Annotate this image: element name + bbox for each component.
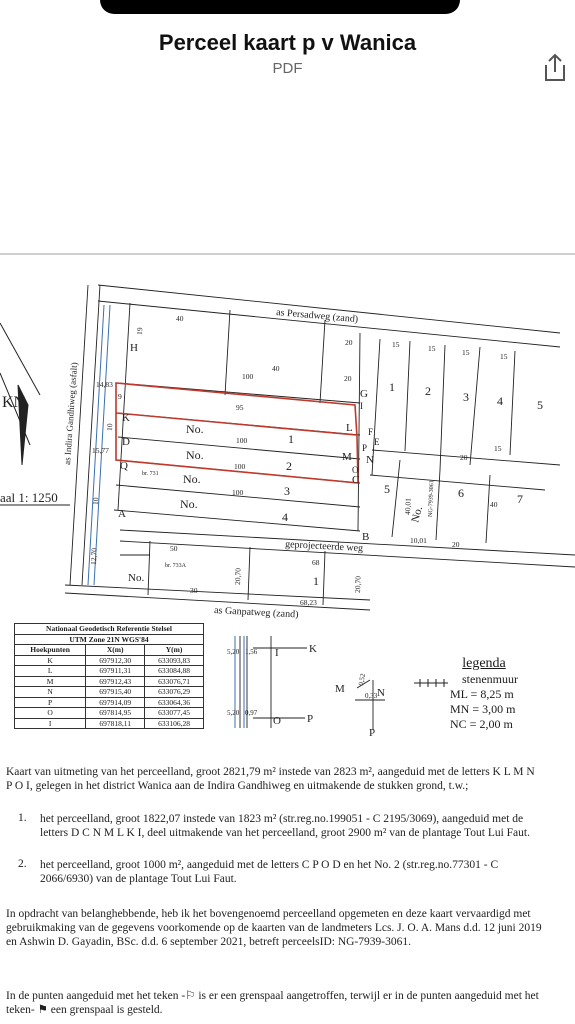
table-caption-2: UTM Zone 21N WGS'84: [15, 634, 204, 645]
lot-number-4: 4: [282, 510, 288, 524]
dim-100-d: 100: [232, 488, 244, 497]
document-title: Perceel kaart p v Wanica: [158, 30, 417, 55]
legend-mn: MN = 3,00 m: [450, 702, 516, 716]
dim-68-23: 68,23: [300, 598, 317, 607]
viewer-header: [0, 14, 575, 84]
dim-50: 50: [170, 544, 178, 553]
list-number-1: 1.: [18, 812, 27, 824]
north-label: KN: [2, 394, 26, 411]
road-top-label: as Persadweg (zand): [275, 307, 359, 326]
dim-10-b: 10: [105, 423, 115, 432]
right-lot-2: 2: [425, 384, 431, 398]
dim-15-d: 15: [500, 352, 508, 361]
list-item-1: het perceelland, groot 1822,07 instede van 1823 m² (str.reg.no.199051 - C 2195/3069), aangeduid met de letters D C N M L K I, deel uitmakende van het perceelland, groot 2900 m² van de plantage Tout Lui Faut.: [40, 813, 530, 839]
table-row: [15, 708, 204, 719]
mini-letter-K: K: [309, 643, 317, 655]
paragraph-1: Kaart van uitmeting van het perceelland, groot 2821,79 m² instede van 2823 m², aangeduid met de letters K L M N P O I, gelegen in het district Wanica aan de Indira Gandhiweg en uitmakende de stukken grond, t.w.;: [6, 766, 535, 792]
table-header: Hoekpunten: [15, 645, 86, 656]
point-O: O: [352, 465, 359, 475]
table-cell: 633076,71: [145, 676, 204, 687]
right-lot-4: 4: [497, 394, 503, 408]
table-cell: O: [15, 708, 86, 719]
dim-15-c: 15: [462, 348, 470, 357]
point-D: D: [122, 436, 130, 448]
lot-label-4: No.: [180, 497, 198, 511]
dim-20-70-a: 20,70: [233, 567, 243, 586]
mini-dim-3: 5,20: [227, 709, 240, 717]
table-cell: M: [15, 676, 86, 687]
table-cell: 697914,09: [86, 697, 145, 708]
dim-40-c: 40: [490, 500, 498, 509]
dim-9: 9: [118, 392, 122, 401]
lot-number-2: 2: [286, 459, 292, 473]
table-header: X(m): [86, 645, 145, 656]
mini-letter-P2: P: [369, 727, 376, 739]
table-cell: 633077,45: [145, 708, 204, 719]
point-K: K: [122, 412, 130, 424]
document-type: PDF: [272, 60, 303, 77]
mini-letter-N: N: [377, 687, 385, 699]
right-lot-3: 3: [463, 390, 469, 404]
point-P: P: [362, 443, 368, 453]
share-button[interactable]: [540, 52, 570, 84]
point-C: C: [352, 474, 360, 486]
right-lot-1: 1: [389, 380, 395, 394]
dim-15-a: 15: [392, 340, 400, 349]
right-lot-7: 7: [517, 492, 523, 506]
table-cell: 633076,29: [145, 687, 204, 698]
table-cell: I: [15, 718, 86, 729]
dim-40-a: 40: [176, 314, 184, 323]
dim-20-70-b: 20,70: [353, 575, 363, 594]
table-row: [15, 655, 204, 666]
dim-40-01: 40,01: [403, 497, 413, 516]
point-Q: Q: [120, 460, 128, 472]
table-cell: P: [15, 697, 86, 708]
table-cell: 697912,30: [86, 655, 145, 666]
document-page-top: [0, 84, 575, 254]
dim-20-b: 20: [344, 374, 352, 383]
table-caption-1: Nationaal Geodetisch Referentie Stelsel: [15, 624, 204, 635]
table-cell: 633106,28: [145, 718, 204, 729]
mini-letter-O: O: [273, 715, 281, 727]
dim-19: 19: [135, 327, 145, 336]
table-cell: 697818,11: [86, 718, 145, 729]
lot-number-3: 3: [284, 484, 290, 498]
table-cell: 697814,95: [86, 708, 145, 719]
table-cell: 633084,88: [145, 666, 204, 677]
right-lot-6: 6: [458, 486, 464, 500]
point-A: A: [118, 508, 126, 520]
legend-ml: ML = 8,25 m: [450, 687, 514, 701]
mini-letter-I: I: [275, 647, 279, 659]
coordinate-table: [14, 623, 204, 729]
dim-68: 68: [312, 558, 320, 567]
table-cell: N: [15, 687, 86, 698]
point-I: I: [360, 401, 363, 411]
lot-label-2: No.: [186, 448, 204, 462]
mini-dim-4: 0,97: [245, 709, 258, 717]
table-row: [15, 718, 204, 729]
paragraph-2: In opdracht van belanghebbende, heb ik het bovengenoemd perceelland opgemeten en deze kaart vervaardigd met gebruikmaking van de gegevens voorkomende op de kaarten van de landmeters Lcs. J. O. A. Mans d.d. 12 juni 2019 en Ashwin D. Gayadin, BSc. d.d. 6 september 2021, betreft perceelsID: NG-7939-3061.: [6, 908, 542, 948]
side-no-label: No.: [409, 505, 426, 524]
lot-number-1: 1: [288, 432, 294, 446]
road-projected-label: geprojecteerde weg: [284, 539, 364, 555]
mini-dim-1: 5,20: [227, 648, 240, 656]
device-notch: [100, 0, 460, 14]
legend-nc: NC = 2,00 m: [450, 717, 513, 731]
dim-100-a: 100: [242, 372, 254, 381]
mini-letter-M: M: [335, 683, 345, 695]
table-row: [15, 697, 204, 708]
legend-wall: stenenmuur: [462, 672, 518, 686]
table-cell: 697911,31: [86, 666, 145, 677]
mini-dim-6: 0,33: [365, 692, 378, 700]
road-left-label: as Indira Gandhiweg (asfalt): [62, 361, 80, 466]
point-B: B: [362, 531, 370, 543]
lot-label-1: No.: [186, 422, 204, 436]
paragraph-3: In de punten aangeduid met het teken -⚐ is er een grenspaal aangetroffen, terwijl er in de punten aangeduid met het teken- ⚑ een grenspaal is gesteld.: [6, 990, 539, 1016]
table-cell: 697915,40: [86, 687, 145, 698]
point-E: E: [374, 437, 380, 447]
dim-95: 95: [236, 403, 244, 412]
dim-15-e: 15: [494, 444, 502, 453]
dim-100-c: 100: [234, 462, 246, 471]
table-row: [15, 666, 204, 677]
lot-label-3: No.: [183, 472, 201, 486]
dim-30: 30: [190, 586, 198, 595]
legend-title: legenda: [462, 656, 506, 671]
dim-15-b: 15: [428, 344, 436, 353]
list-item-2: het perceelland, groot 1000 m², aangeduid met de letters C P O D en het No. 2 (str.reg.no.77301 - C 2066/6930) van de plantage Tout Lui Faut.: [40, 859, 499, 885]
mini-letter-P: P: [307, 713, 314, 725]
table-header-row: [15, 645, 204, 656]
wall-line-icon: [414, 678, 450, 688]
point-M: M: [342, 451, 352, 463]
road-bottom-label: as Ganpatweg (zand): [213, 605, 299, 621]
dim-15-77: 15,77: [92, 446, 109, 455]
point-G: G: [360, 388, 368, 400]
table-cell: L: [15, 666, 86, 677]
parcel-map: [0, 255, 575, 625]
table-cell: 697912,43: [86, 676, 145, 687]
point-N: N: [366, 454, 374, 466]
table-cell: 633093,83: [145, 655, 204, 666]
point-L: L: [346, 422, 353, 434]
bottom-no-label: No.: [128, 572, 145, 584]
right-lot-5b: 5: [384, 482, 390, 496]
dim-20-a: 20: [345, 338, 353, 347]
dim-40-b: 40: [272, 364, 280, 373]
dim-20-c: 20: [460, 453, 468, 462]
legend: [414, 656, 574, 732]
dim-100-b: 100: [236, 436, 248, 445]
note-perceel-id: NG-7939-3061: [428, 480, 436, 518]
table-row: [15, 676, 204, 687]
note-br-733a: br. 733A: [165, 563, 186, 569]
dim-12-70: 12,70: [89, 547, 99, 566]
share-icon: [540, 52, 570, 84]
table-cell: 633064,36: [145, 697, 204, 708]
note-br-731: br. 731: [142, 471, 159, 477]
list-number-2: 2.: [18, 858, 27, 870]
table-cell: K: [15, 655, 86, 666]
mini-dim-2: 1,56: [245, 648, 258, 656]
point-F: F: [368, 427, 374, 437]
dim-20-d: 20: [452, 540, 460, 549]
mini-dim-5: 0,52: [357, 672, 368, 687]
point-H: H: [130, 342, 138, 354]
table-row: [15, 687, 204, 698]
dim-14-83: 14,83: [96, 380, 113, 389]
table-header: Y(m): [145, 645, 204, 656]
dim-10: 10: [91, 497, 101, 506]
scale-label: aal 1: 1250: [0, 490, 58, 505]
dim-10-01: 10,01: [410, 536, 427, 545]
right-lot-5a: 5: [537, 398, 543, 412]
bottom-lot-number: 1: [313, 574, 319, 588]
